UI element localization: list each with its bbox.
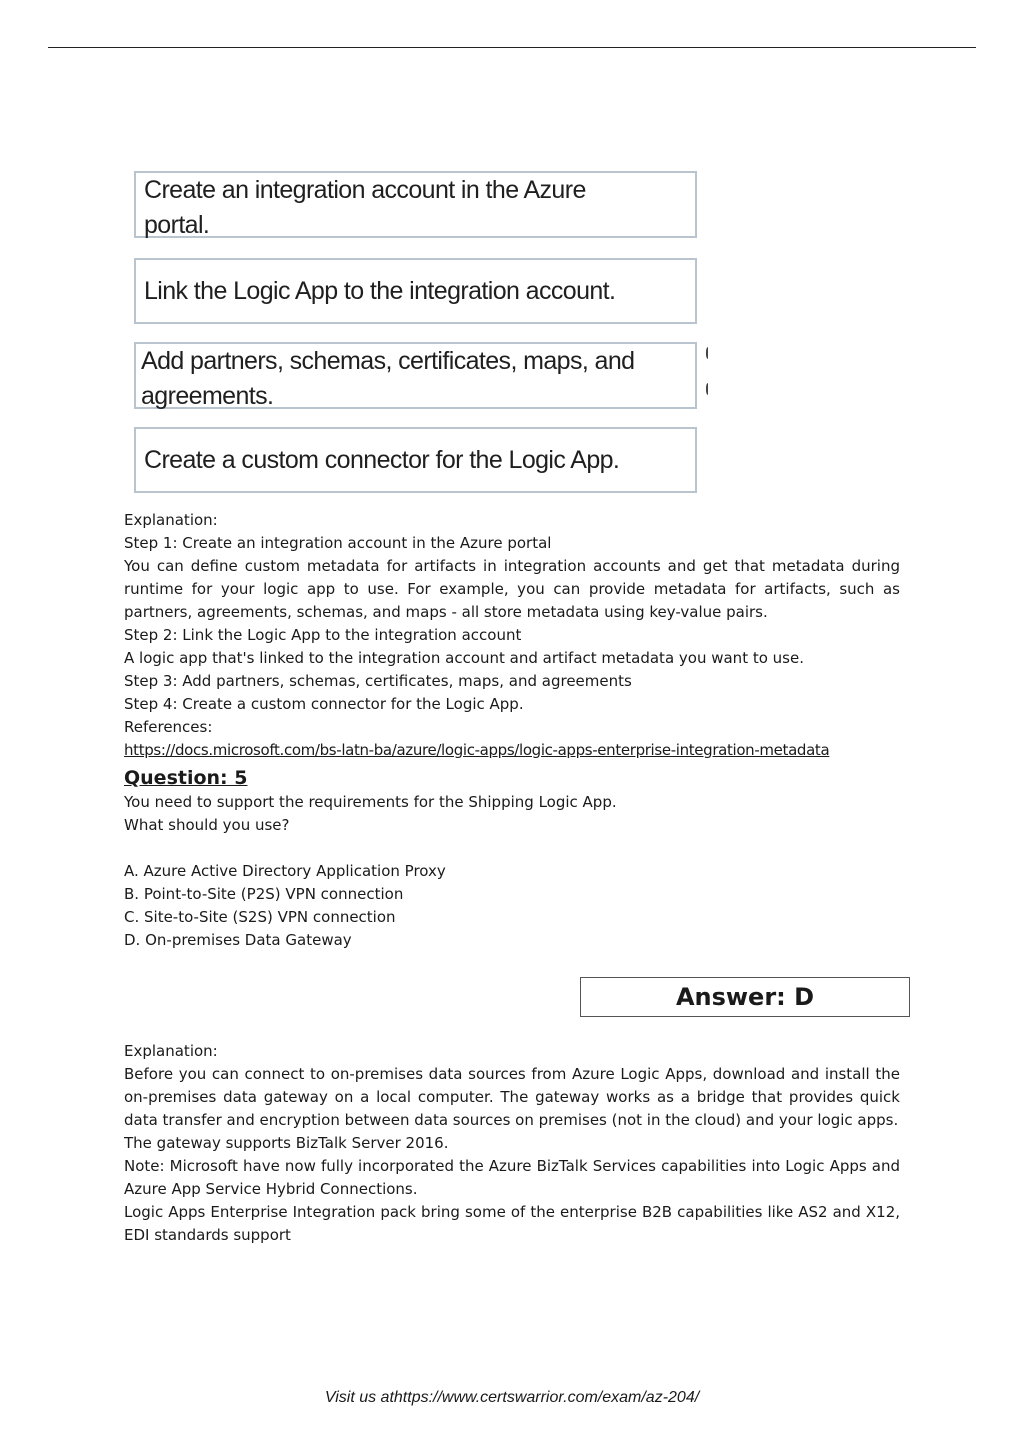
answer-option-a: A. Azure Active Directory Application Proxy [124,862,446,880]
step-box-line: Create an integration account in the Azure [144,176,586,204]
answer-option-c: C. Site-to-Site (S2S) VPN connection [124,908,396,926]
cropped-edge-mark [706,383,711,395]
step-box-line: Add partners, schemas, certificates, maps, and [141,347,635,375]
step-box-line: Create a custom connector for the Logic App. [144,445,620,474]
step-box-line: agreements. [141,382,274,410]
step-2-text: Step 2: Link the Logic App to the integration account [124,626,522,644]
step-box-create-integration-account [134,171,697,238]
answer-box [580,977,910,1017]
header-rule [48,47,976,48]
explanation-heading: Explanation: [124,1042,218,1060]
explanation-heading: Explanation: [124,511,218,529]
step-box-add-partners [134,342,697,409]
explanation-section-2 [124,1040,900,1247]
blank-line [124,837,900,860]
cropped-edge-mark [706,347,711,359]
step-box-custom-connector [134,427,697,493]
explanation-paragraph: Note: Microsoft have now fully incorporated the Azure BizTalk Services capabilities into Logic Apps and Azure App Service Hybrid Connections. [124,1157,900,1198]
question-text: You need to support the requirements for the Shipping Logic App. [124,793,617,811]
step-box-link-logic-app [134,258,697,324]
step-box-line: Link the Logic App to the integration account. [144,276,616,305]
step-box-line: portal. [144,211,210,239]
explanation-paragraph: You can define custom metadata for artifacts in integration accounts and get that metadata during runtime for your logic app to use. For example, you can provide metadata for artifacts, such as partners, agreements, schemas, and maps - all store metadata using key-value pairs. [124,557,900,621]
explanation-paragraph: The gateway supports BizTalk Server 2016. [124,1134,449,1152]
explanation-paragraph: A logic app that's linked to the integration account and artifact metadata you want to use. [124,649,804,667]
step-4-text: Step 4: Create a custom connector for the Logic App. [124,695,524,713]
answer-option-b: B. Point-to-Site (P2S) VPN connection [124,885,404,903]
references-label: References: [124,718,213,736]
step-3-text: Step 3: Add partners, schemas, certificates, maps, and agreements [124,672,632,690]
explanation-paragraph: Before you can connect to on-premises data sources from Azure Logic Apps, download and install the on-premises data gateway on a local computer. The gateway works as a bridge that provides quick data transfer and encryption between data sources on premises (not in the cloud) and your logic apps. [124,1065,900,1129]
question-section [124,765,900,952]
question-heading: Question: 5 [124,767,248,789]
answer-option-d: D. On-premises Data Gateway [124,931,352,949]
footer-visit-us: Visit us athttps://www.certswarrior.com/exam/az-204/ [324,1389,700,1406]
explanation-section-1 [124,509,900,762]
step-1-text: Step 1: Create an integration account in the Azure portal [124,534,552,552]
reference-link[interactable]: https://docs.microsoft.com/bs-latn-ba/azure/logic-apps/logic-apps-enterprise-integration-metadata [124,741,830,759]
answer-text: Answer: D [675,983,815,1011]
explanation-paragraph: Logic Apps Enterprise Integration pack bring some of the enterprise B2B capabilities like AS2 and X12, EDI standards support [124,1203,900,1244]
question-text: What should you use? [124,816,290,834]
